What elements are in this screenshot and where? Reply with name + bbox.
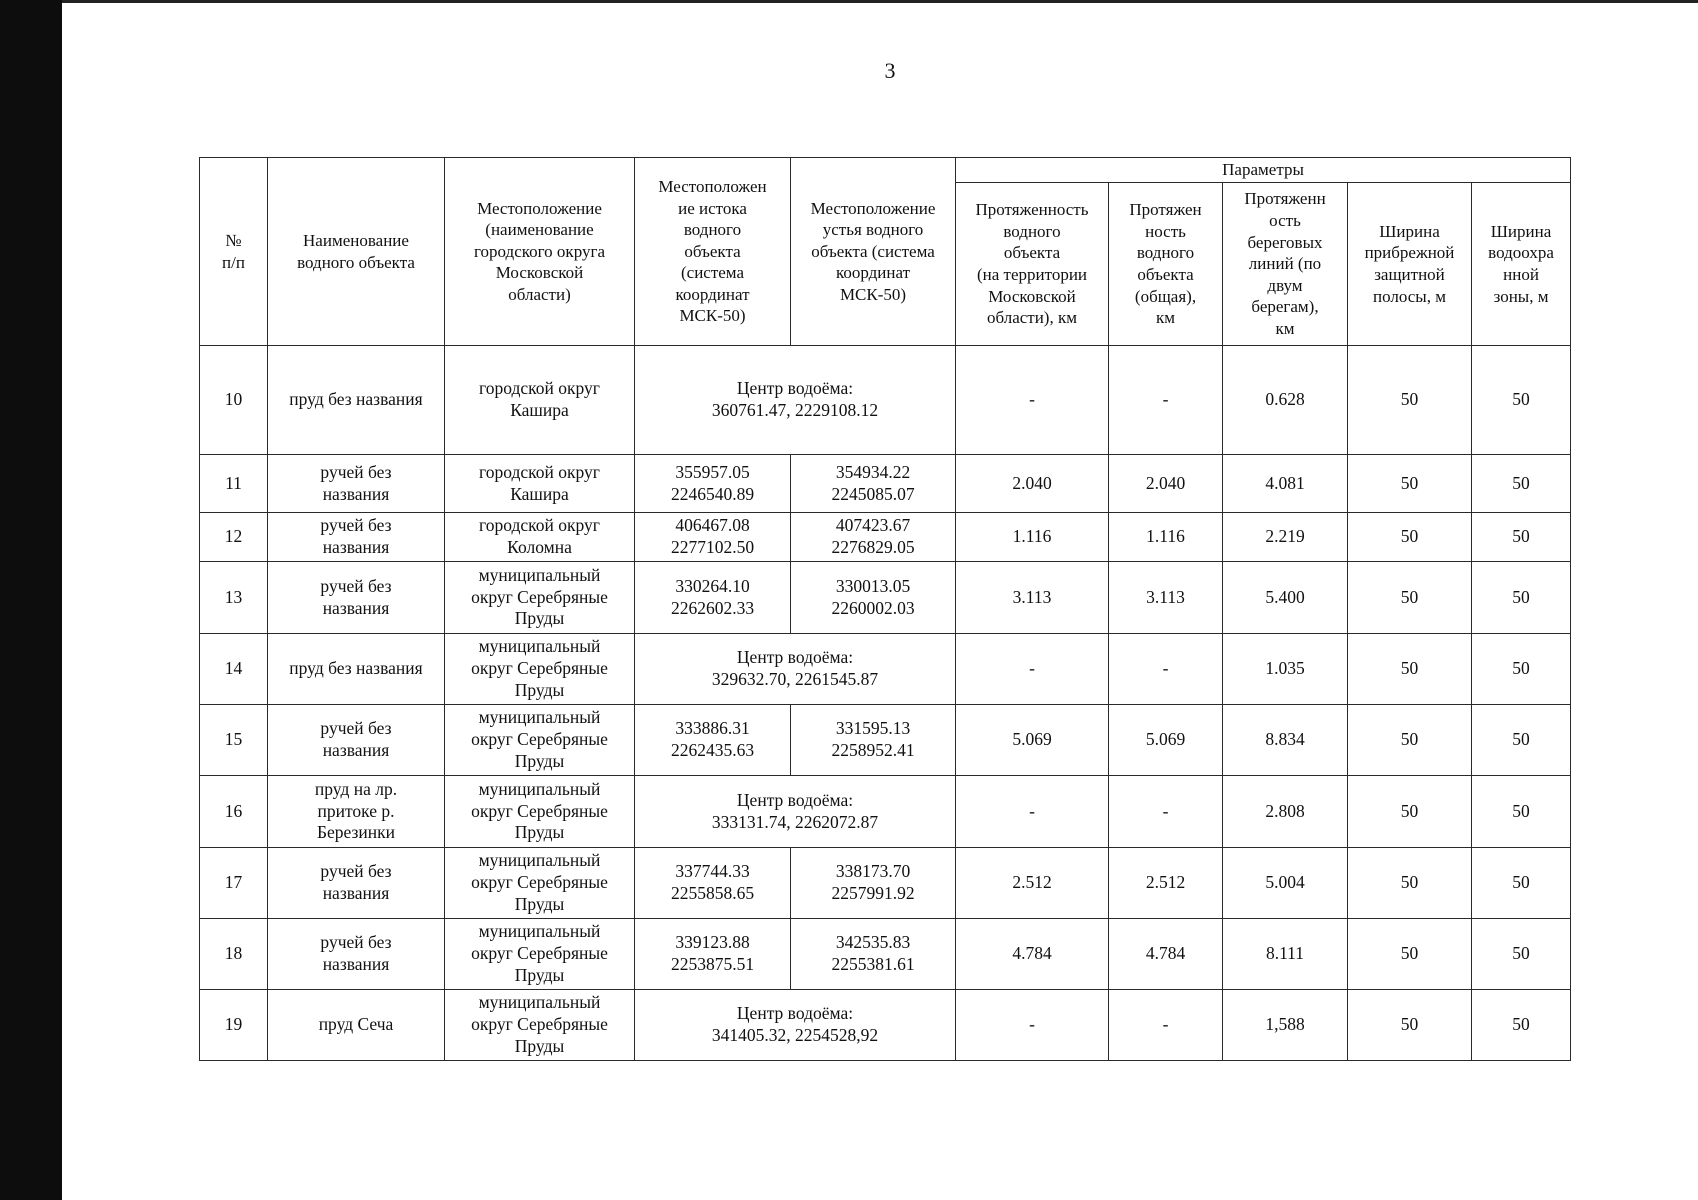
row-shore: 4.081 bbox=[1223, 455, 1348, 513]
row-mouth: 338173.70 2257991.92 bbox=[791, 848, 956, 919]
row-location: муниципальный округ Серебряные Пруды bbox=[445, 919, 635, 990]
page-number: 3 bbox=[884, 58, 896, 83]
row-location: городской округ Коломна bbox=[445, 513, 635, 562]
row-strip: 50 bbox=[1348, 513, 1472, 562]
row-name: пруд без названия bbox=[268, 634, 445, 705]
header-coastal-strip: Ширина прибрежной защитной полосы, м bbox=[1348, 183, 1472, 346]
row-source: 355957.05 2246540.89 bbox=[635, 455, 791, 513]
table-row bbox=[200, 776, 1571, 848]
row-strip: 50 bbox=[1348, 776, 1472, 848]
row-mouth: 330013.05 2260002.03 bbox=[791, 562, 956, 634]
row-num: 16 bbox=[200, 776, 268, 848]
row-strip: 50 bbox=[1348, 562, 1472, 634]
table-row bbox=[200, 634, 1571, 705]
row-length-mo: - bbox=[956, 634, 1109, 705]
row-shore: 8.834 bbox=[1223, 705, 1348, 776]
row-num: 18 bbox=[200, 919, 268, 990]
row-location: муниципальный округ Серебряные Пруды bbox=[445, 705, 635, 776]
row-num: 17 bbox=[200, 848, 268, 919]
header-shore-length: Протяженн ость береговых линий (по двум берегам), км bbox=[1223, 183, 1348, 346]
row-shore: 8.111 bbox=[1223, 919, 1348, 990]
table-row bbox=[200, 513, 1571, 562]
row-source: 337744.33 2255858.65 bbox=[635, 848, 791, 919]
row-shore: 5.400 bbox=[1223, 562, 1348, 634]
row-length-mo: 4.784 bbox=[956, 919, 1109, 990]
row-length-total: - bbox=[1109, 990, 1223, 1061]
scan-top-edge bbox=[62, 0, 1698, 3]
row-name: пруд Сеча bbox=[268, 990, 445, 1061]
row-zone: 50 bbox=[1472, 634, 1571, 705]
row-mouth: 354934.22 2245085.07 bbox=[791, 455, 956, 513]
row-shore: 1.035 bbox=[1223, 634, 1348, 705]
table-row bbox=[200, 562, 1571, 634]
row-zone: 50 bbox=[1472, 705, 1571, 776]
table-row bbox=[200, 919, 1571, 990]
row-center: Центр водоёма: 329632.70, 2261545.87 bbox=[635, 634, 956, 705]
row-shore: 0.628 bbox=[1223, 346, 1348, 455]
scan-edge bbox=[0, 0, 62, 1200]
row-zone: 50 bbox=[1472, 455, 1571, 513]
row-location: муниципальный округ Серебряные Пруды bbox=[445, 848, 635, 919]
header-length-mo: Протяженность водного объекта (на территории Московской области), км bbox=[956, 183, 1109, 346]
row-zone: 50 bbox=[1472, 848, 1571, 919]
header-num: № п/п bbox=[200, 158, 268, 346]
row-strip: 50 bbox=[1348, 634, 1472, 705]
row-center: Центр водоёма: 341405.32, 2254528,92 bbox=[635, 990, 956, 1061]
row-location: городской округ Кашира bbox=[445, 455, 635, 513]
row-num: 14 bbox=[200, 634, 268, 705]
row-source: 339123.88 2253875.51 bbox=[635, 919, 791, 990]
row-name: ручей без названия bbox=[268, 513, 445, 562]
row-length-total: - bbox=[1109, 346, 1223, 455]
row-length-mo: - bbox=[956, 346, 1109, 455]
row-num: 13 bbox=[200, 562, 268, 634]
row-length-total: 2.512 bbox=[1109, 848, 1223, 919]
row-strip: 50 bbox=[1348, 919, 1472, 990]
row-mouth: 407423.67 2276829.05 bbox=[791, 513, 956, 562]
row-length-total: 4.784 bbox=[1109, 919, 1223, 990]
water-objects-table bbox=[199, 157, 1571, 1061]
row-shore: 1,588 bbox=[1223, 990, 1348, 1061]
row-zone: 50 bbox=[1472, 346, 1571, 455]
row-source: 330264.10 2262602.33 bbox=[635, 562, 791, 634]
row-strip: 50 bbox=[1348, 705, 1472, 776]
table-row bbox=[200, 346, 1571, 455]
row-zone: 50 bbox=[1472, 776, 1571, 848]
header-mouth: Местоположение устья водного объекта (система координат МСК-50) bbox=[791, 158, 956, 346]
row-location: муниципальный округ Серебряные Пруды bbox=[445, 634, 635, 705]
header-protection-zone: Ширина водоохра нной зоны, м bbox=[1472, 183, 1571, 346]
row-location: муниципальный округ Серебряные Пруды bbox=[445, 990, 635, 1061]
row-shore: 2.808 bbox=[1223, 776, 1348, 848]
row-shore: 2.219 bbox=[1223, 513, 1348, 562]
row-zone: 50 bbox=[1472, 562, 1571, 634]
row-length-total: 3.113 bbox=[1109, 562, 1223, 634]
row-shore: 5.004 bbox=[1223, 848, 1348, 919]
row-name: ручей без названия bbox=[268, 562, 445, 634]
row-location: муниципальный округ Серебряные Пруды bbox=[445, 776, 635, 848]
row-length-mo: - bbox=[956, 990, 1109, 1061]
row-num: 15 bbox=[200, 705, 268, 776]
table-row bbox=[200, 990, 1571, 1061]
row-length-mo: 2.512 bbox=[956, 848, 1109, 919]
row-center: Центр водоёма: 360761.47, 2229108.12 bbox=[635, 346, 956, 455]
table-row bbox=[200, 705, 1571, 776]
table-row bbox=[200, 848, 1571, 919]
row-length-mo: 2.040 bbox=[956, 455, 1109, 513]
row-length-total: 2.040 bbox=[1109, 455, 1223, 513]
row-location: городской округ Кашира bbox=[445, 346, 635, 455]
row-length-mo: 3.113 bbox=[956, 562, 1109, 634]
row-length-total: 1.116 bbox=[1109, 513, 1223, 562]
row-strip: 50 bbox=[1348, 990, 1472, 1061]
row-name: ручей без названия bbox=[268, 705, 445, 776]
row-source: 333886.31 2262435.63 bbox=[635, 705, 791, 776]
row-num: 11 bbox=[200, 455, 268, 513]
row-name: пруд на лр. притоке р. Березинки bbox=[268, 776, 445, 848]
row-num: 12 bbox=[200, 513, 268, 562]
row-name: ручей без названия bbox=[268, 919, 445, 990]
row-center: Центр водоёма: 333131.74, 2262072.87 bbox=[635, 776, 956, 848]
table-row bbox=[200, 455, 1571, 513]
row-length-mo: 1.116 bbox=[956, 513, 1109, 562]
row-name: ручей без названия bbox=[268, 848, 445, 919]
row-location: муниципальный округ Серебряные Пруды bbox=[445, 562, 635, 634]
row-length-total: 5.069 bbox=[1109, 705, 1223, 776]
row-length-mo: - bbox=[956, 776, 1109, 848]
row-length-total: - bbox=[1109, 634, 1223, 705]
row-mouth: 331595.13 2258952.41 bbox=[791, 705, 956, 776]
header-params-group: Параметры bbox=[956, 158, 1571, 183]
row-name: пруд без названия bbox=[268, 346, 445, 455]
row-length-total: - bbox=[1109, 776, 1223, 848]
header-source: Местоположен ие истока водного объекта (система координат МСК-50) bbox=[635, 158, 791, 346]
row-zone: 50 bbox=[1472, 919, 1571, 990]
row-mouth: 342535.83 2255381.61 bbox=[791, 919, 956, 990]
row-strip: 50 bbox=[1348, 346, 1472, 455]
row-name: ручей без названия bbox=[268, 455, 445, 513]
row-num: 10 bbox=[200, 346, 268, 455]
row-zone: 50 bbox=[1472, 513, 1571, 562]
row-strip: 50 bbox=[1348, 455, 1472, 513]
row-length-mo: 5.069 bbox=[956, 705, 1109, 776]
row-num: 19 bbox=[200, 990, 268, 1061]
row-source: 406467.08 2277102.50 bbox=[635, 513, 791, 562]
header-location: Местоположение (наименование городского округа Московской области) bbox=[445, 158, 635, 346]
row-strip: 50 bbox=[1348, 848, 1472, 919]
row-zone: 50 bbox=[1472, 990, 1571, 1061]
header-length-total: Протяжен ность водного объекта (общая), км bbox=[1109, 183, 1223, 346]
header-name: Наименование водного объекта bbox=[268, 158, 445, 346]
